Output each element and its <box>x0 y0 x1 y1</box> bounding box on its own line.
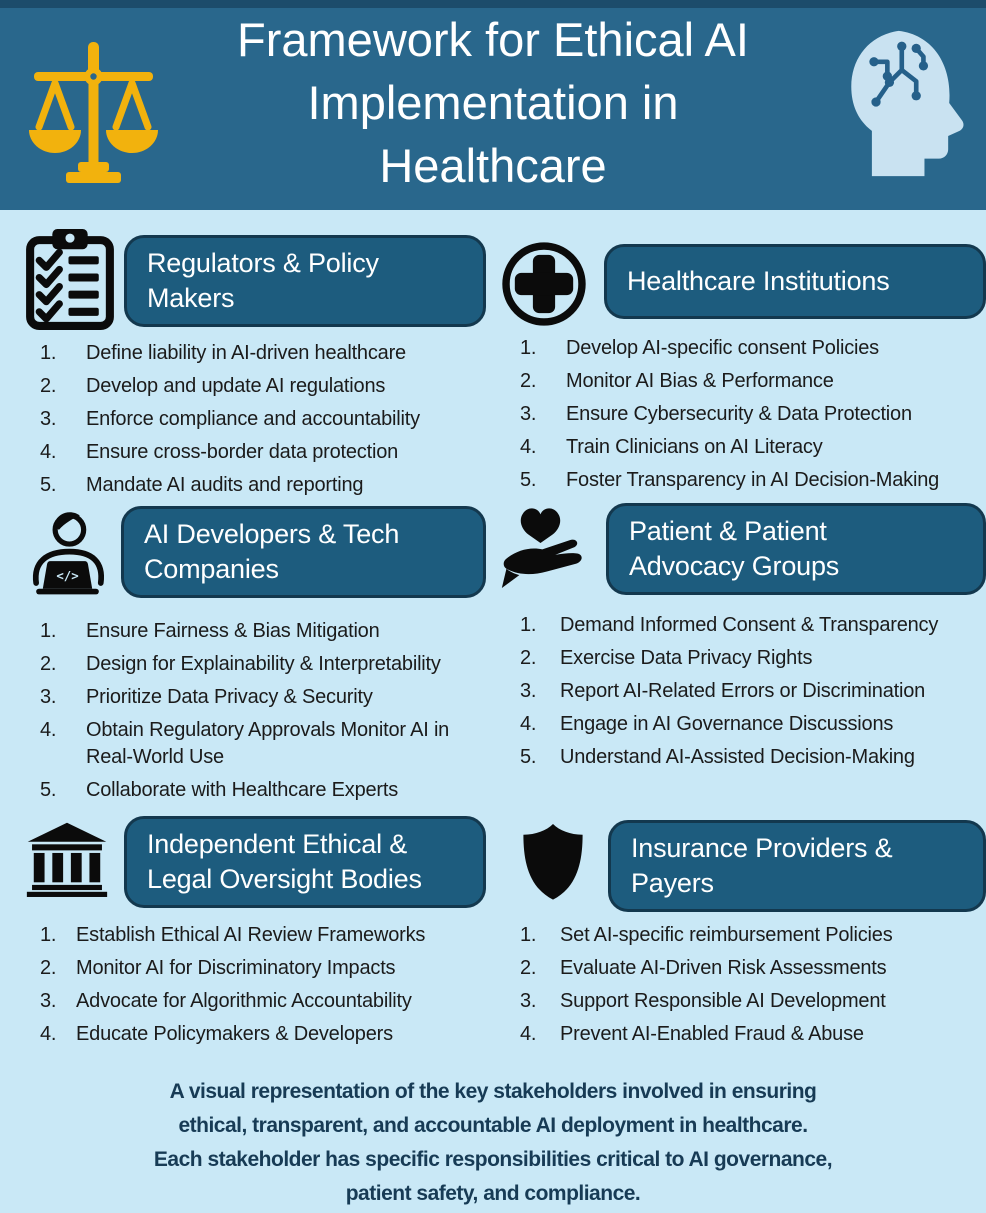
bank-building-icon <box>26 820 108 898</box>
item-number: 4. <box>520 1023 537 1045</box>
list-item <box>520 711 986 738</box>
footer-caption <box>0 1075 986 1211</box>
list-item <box>520 612 986 639</box>
list-item <box>40 472 486 499</box>
section-patient-advocacy-groups <box>500 496 986 777</box>
item-number: 4. <box>40 1023 57 1045</box>
page-title-line-1: Framework for Ethical AI <box>237 13 749 66</box>
list-item <box>520 467 986 494</box>
section-title-pill <box>121 506 486 598</box>
item-text: Engage in AI Governance Discussions <box>560 713 894 735</box>
scales-of-justice-icon <box>26 36 161 191</box>
list-item <box>40 922 486 949</box>
item-text: Enforce compliance and accountability <box>86 408 420 430</box>
list-item <box>40 1021 486 1048</box>
section-independent-oversight-bodies <box>20 810 486 1054</box>
item-number: 2. <box>520 647 537 669</box>
list-item <box>40 439 486 466</box>
section-title-line: Regulators & Policy <box>147 248 379 278</box>
item-text: Collaborate with Healthcare Experts <box>86 779 399 801</box>
list-item <box>520 678 986 705</box>
item-text: Set AI-specific reimbursement Policies <box>560 924 893 946</box>
item-text: Develop and update AI regulations <box>86 375 386 397</box>
developer-laptop-icon <box>20 502 115 607</box>
footer-line-3: Each stakeholder has specific responsibilities critical to AI governance, <box>153 1148 833 1171</box>
section-title-line: AI Developers & Tech <box>144 519 400 549</box>
item-text: Understand AI-Assisted Decision-Making <box>560 746 915 768</box>
item-text: Mandate AI audits and reporting <box>86 474 364 496</box>
ai-head-circuit-icon <box>842 24 976 182</box>
section-header <box>500 496 986 595</box>
section-title-pill <box>124 816 486 908</box>
page-title-line-2: Implementation in <box>307 76 679 129</box>
item-text: Obtain Regulatory Approvals Monitor AI in Real-World Use <box>86 719 450 768</box>
list-item <box>40 955 486 982</box>
list-item <box>520 922 986 949</box>
section-title-line: Healthcare Institutions <box>627 266 890 296</box>
page-title <box>170 8 816 197</box>
section-insurance-providers-payers <box>500 810 986 1054</box>
section-title-line: Advocacy Groups <box>629 551 840 581</box>
footer-line-4: patient safety, and compliance. <box>345 1182 641 1205</box>
item-number: 4. <box>40 441 57 463</box>
item-number: 4. <box>520 436 537 458</box>
responsibility-list <box>20 340 486 499</box>
item-number: 1. <box>520 614 537 636</box>
section-ai-developers-tech-companies <box>20 496 486 810</box>
clipboard-checklist-icon <box>22 226 118 332</box>
item-text: Train Clinicians on AI Literacy <box>566 436 823 458</box>
item-number: 3. <box>520 680 537 702</box>
item-number: 1. <box>520 337 537 359</box>
item-number: 3. <box>40 408 57 430</box>
footer-line-1: A visual representation of the key stakeholders involved in ensuring <box>169 1080 817 1103</box>
item-number: 1. <box>520 924 537 946</box>
section-title-line: Patient & Patient <box>629 516 827 546</box>
responsibility-list <box>20 618 486 804</box>
item-text: Advocate for Algorithmic Accountability <box>76 990 412 1012</box>
list-item <box>520 368 986 395</box>
list-item <box>40 988 486 1015</box>
item-text: Define liability in AI-driven healthcare <box>86 342 406 364</box>
section-title-line: Makers <box>147 283 235 313</box>
medical-cross-icon <box>500 240 588 328</box>
list-item <box>520 335 986 362</box>
item-number: 3. <box>520 990 537 1012</box>
section-header <box>500 810 986 912</box>
item-text: Support Responsible AI Development <box>560 990 886 1012</box>
item-number: 5. <box>40 779 57 801</box>
item-text: Report AI-Related Errors or Discrimination <box>560 680 926 702</box>
hero-banner <box>0 0 986 210</box>
responsibility-list <box>20 922 486 1048</box>
item-number: 1. <box>40 342 57 364</box>
list-item <box>40 651 486 678</box>
list-item <box>520 1021 986 1048</box>
list-item <box>520 955 986 982</box>
item-number: 2. <box>520 957 537 979</box>
list-item <box>520 744 986 771</box>
item-text: Develop AI-specific consent Policies <box>566 337 879 359</box>
item-number: 1. <box>40 924 57 946</box>
item-number: 2. <box>40 957 57 979</box>
item-number: 5. <box>520 469 537 491</box>
item-text: Ensure Fairness & Bias Mitigation <box>86 620 380 642</box>
item-text: Design for Explainability & Interpretability <box>86 653 441 675</box>
item-number: 1. <box>40 620 57 642</box>
list-item <box>520 645 986 672</box>
item-text: Demand Informed Consent & Transparency <box>560 614 939 636</box>
item-text: Prioritize Data Privacy & Security <box>86 686 373 708</box>
item-number: 4. <box>520 713 537 735</box>
section-title-pill <box>606 503 986 595</box>
item-text: Establish Ethical AI Review Frameworks <box>76 924 426 946</box>
list-item <box>40 340 486 367</box>
section-title-line: Independent Ethical & <box>147 829 407 859</box>
section-title-line: Payers <box>631 868 714 898</box>
item-number: 2. <box>40 375 57 397</box>
section-healthcare-institutions <box>500 222 986 500</box>
item-text: Foster Transparency in AI Decision-Making <box>566 469 940 491</box>
footer-line-2: ethical, transparent, and accountable AI deployment in healthcare. <box>178 1114 808 1137</box>
section-header <box>20 810 486 908</box>
hero-top-strip <box>0 0 986 8</box>
responsibility-list <box>500 612 986 771</box>
section-header <box>500 222 986 328</box>
list-item <box>40 373 486 400</box>
item-text: Evaluate AI-Driven Risk Assessments <box>560 957 887 979</box>
item-number: 3. <box>520 403 537 425</box>
item-text: Ensure cross-border data protection <box>86 441 399 463</box>
code-glyph: </> <box>56 569 79 584</box>
section-title-line: Legal Oversight Bodies <box>147 864 422 894</box>
responsibility-list <box>500 335 986 494</box>
item-text: Monitor AI for Discriminatory Impacts <box>76 957 396 979</box>
item-text: Prevent AI-Enabled Fraud & Abuse <box>560 1023 864 1045</box>
list-item <box>40 717 486 771</box>
list-item <box>520 401 986 428</box>
list-item <box>40 684 486 711</box>
section-title-line: Companies <box>144 554 279 584</box>
section-header <box>20 222 486 332</box>
section-header <box>20 496 486 607</box>
responsibility-list <box>500 922 986 1048</box>
item-text: Monitor AI Bias & Performance <box>566 370 834 392</box>
item-number: 2. <box>40 653 57 675</box>
page-title-line-3: Healthcare <box>379 139 607 192</box>
item-text: Exercise Data Privacy Rights <box>560 647 813 669</box>
list-item <box>520 988 986 1015</box>
item-number: 5. <box>520 746 537 768</box>
item-number: 3. <box>40 686 57 708</box>
section-title-pill <box>608 820 986 912</box>
list-item <box>520 434 986 461</box>
list-item <box>40 618 486 645</box>
section-title-line: Insurance Providers & <box>631 833 893 863</box>
item-text: Ensure Cybersecurity & Data Protection <box>566 403 912 425</box>
list-item <box>40 406 486 433</box>
section-title-pill <box>124 235 486 327</box>
item-number: 3. <box>40 990 57 1012</box>
heart-in-hand-icon <box>500 504 592 592</box>
item-number: 4. <box>40 719 57 741</box>
item-number: 5. <box>40 474 57 496</box>
section-title-pill <box>604 244 986 319</box>
item-text: Educate Policymakers & Developers <box>76 1023 393 1045</box>
item-number: 2. <box>520 370 537 392</box>
section-regulators-policy-makers <box>20 222 486 505</box>
shield-icon <box>516 818 590 904</box>
list-item <box>40 777 486 804</box>
